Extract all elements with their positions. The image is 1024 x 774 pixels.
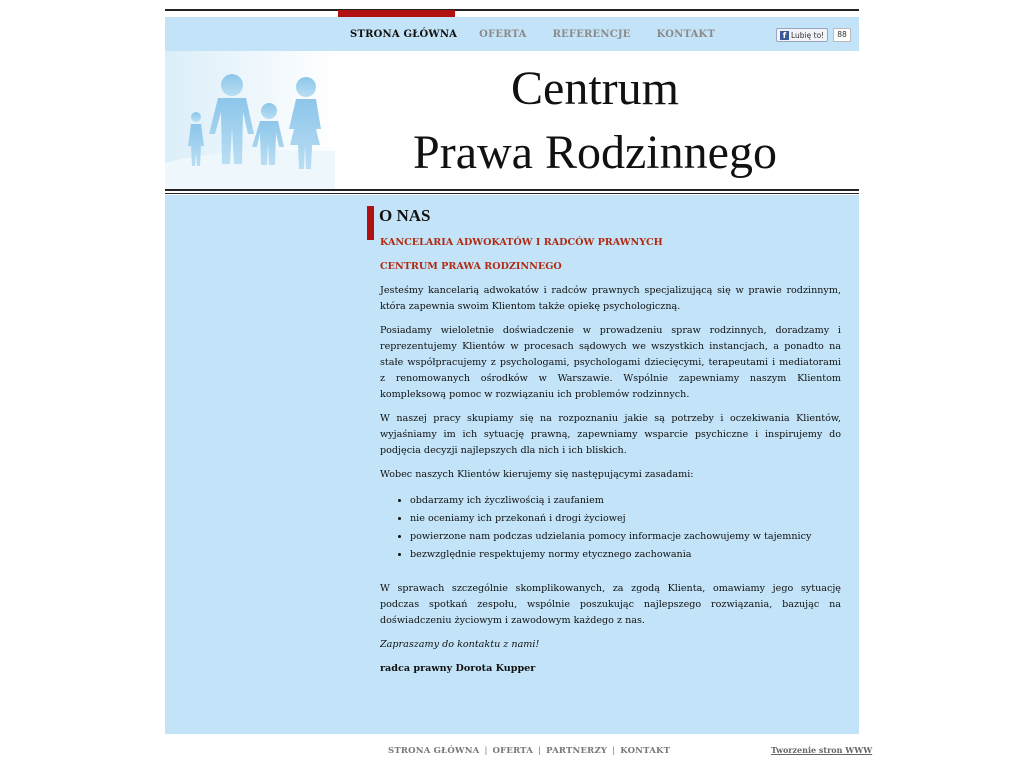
contact-invite: Zapraszamy do kontaktu z nami! <box>380 639 540 650</box>
main-content <box>165 195 859 734</box>
subtitle-center: CENTRUM PRAWA RODZINNEGO <box>380 261 562 272</box>
facebook-icon: f <box>780 31 789 40</box>
like-label: Lubię to! <box>791 30 825 40</box>
article <box>380 235 841 685</box>
header-divider-top <box>165 189 859 191</box>
site-title-line1: Centrum <box>511 62 679 115</box>
footer-separator: | <box>612 746 616 756</box>
footer-credit-link[interactable]: Tworzenie stron WWW <box>771 745 873 755</box>
footer-link-home[interactable]: STRONA GŁÓWNA <box>388 746 480 756</box>
facebook-like-button[interactable] <box>776 28 828 42</box>
paragraph-principles-intro: Wobec naszych Klientów kierujemy się następującymi zasadami: <box>380 469 694 480</box>
paragraph-experience: Posiadamy wieloletnie doświadczenie w prowadzeniu spraw rodzinnych, doradzamy i reprezentujemy Klientów w procesach sądowych we wszystkich instancjach, a ponadto na stałe współpracujemy z psychologami, psychologami dziecięcymi, terapeutami i mediatorami z renomowanych ośrodków w Warszawie. Wspólnie zapewniamy naszym Klientom kompleksową pomoc w rozwiązaniu ich problemów rodzinnych. <box>380 325 841 400</box>
list-item: • obdarzamy ich życzliwością i zaufaniem <box>410 493 841 509</box>
family-silhouette-icon <box>165 51 335 189</box>
footer-link-offer[interactable]: OFERTA <box>492 746 534 756</box>
footer-link-contact[interactable]: KONTAKT <box>620 746 671 756</box>
nav-item-offer[interactable]: OFERTA <box>479 28 527 40</box>
paragraph-intro: Jesteśmy kancelarią adwokatów i radców prawnych specjalizującą się w prawie rodzinnym, która zapewnia swoim Klientom także opiekę psychologiczną. <box>380 285 841 312</box>
site-header <box>165 51 859 189</box>
section-title: O NAS <box>379 206 431 225</box>
site-title <box>395 57 795 185</box>
paragraph-approach: W naszej pracy skupiamy się na rozpoznaniu jakie są potrzeby i oczekiwania Klientów, wyjaśniamy im ich sytuację prawną, zapewniamy wsparcie psychiczne i inspirujemy do podjęcia decyzji najlepszych dla nich i ich bliskich. <box>380 413 841 456</box>
facebook-like-widget <box>776 28 851 42</box>
top-divider <box>165 9 859 11</box>
list-item: • nie oceniamy ich przekonań i drogi życiowej <box>410 511 841 527</box>
subtitle-firm: KANCELARIA ADWOKATÓW I RADCÓW PRAWNYCH <box>380 237 663 248</box>
list-item: • bezwzględnie respektujemy normy etycznego zachowania <box>410 547 841 563</box>
like-count: 88 <box>833 28 851 42</box>
signature: radca prawny Dorota Kupper <box>380 663 536 674</box>
footer-link-partners[interactable]: PARTNERZY <box>546 746 608 756</box>
nav-item-contact[interactable]: KONTAKT <box>656 28 716 40</box>
list-item: • powierzone nam podczas udzielania pomocy informacje zachowujemy w tajemnicy <box>410 529 841 545</box>
footer-separator: | <box>538 746 542 756</box>
nav-item-home[interactable]: STRONA GŁÓWNA <box>350 28 458 40</box>
footer-separator: | <box>484 746 488 756</box>
nav-item-references[interactable]: REFERENCJE <box>552 28 631 40</box>
paragraph-team: W sprawach szczególnie skomplikowanych, za zgodą Klienta, omawiamy jego sytuację podczas spotkań zespołu, wspólnie poszukując najlepszego rozwiązania, bazując na doświadczeniu życiowym i zawodowym każdego z nas. <box>380 583 841 626</box>
header-divider-bottom <box>165 193 859 194</box>
section-marker <box>367 206 374 240</box>
principles-list <box>380 493 841 563</box>
site-title-line2: Prawa Rodzinnego <box>413 126 777 179</box>
footer-nav <box>388 746 670 756</box>
main-nav <box>338 17 741 51</box>
